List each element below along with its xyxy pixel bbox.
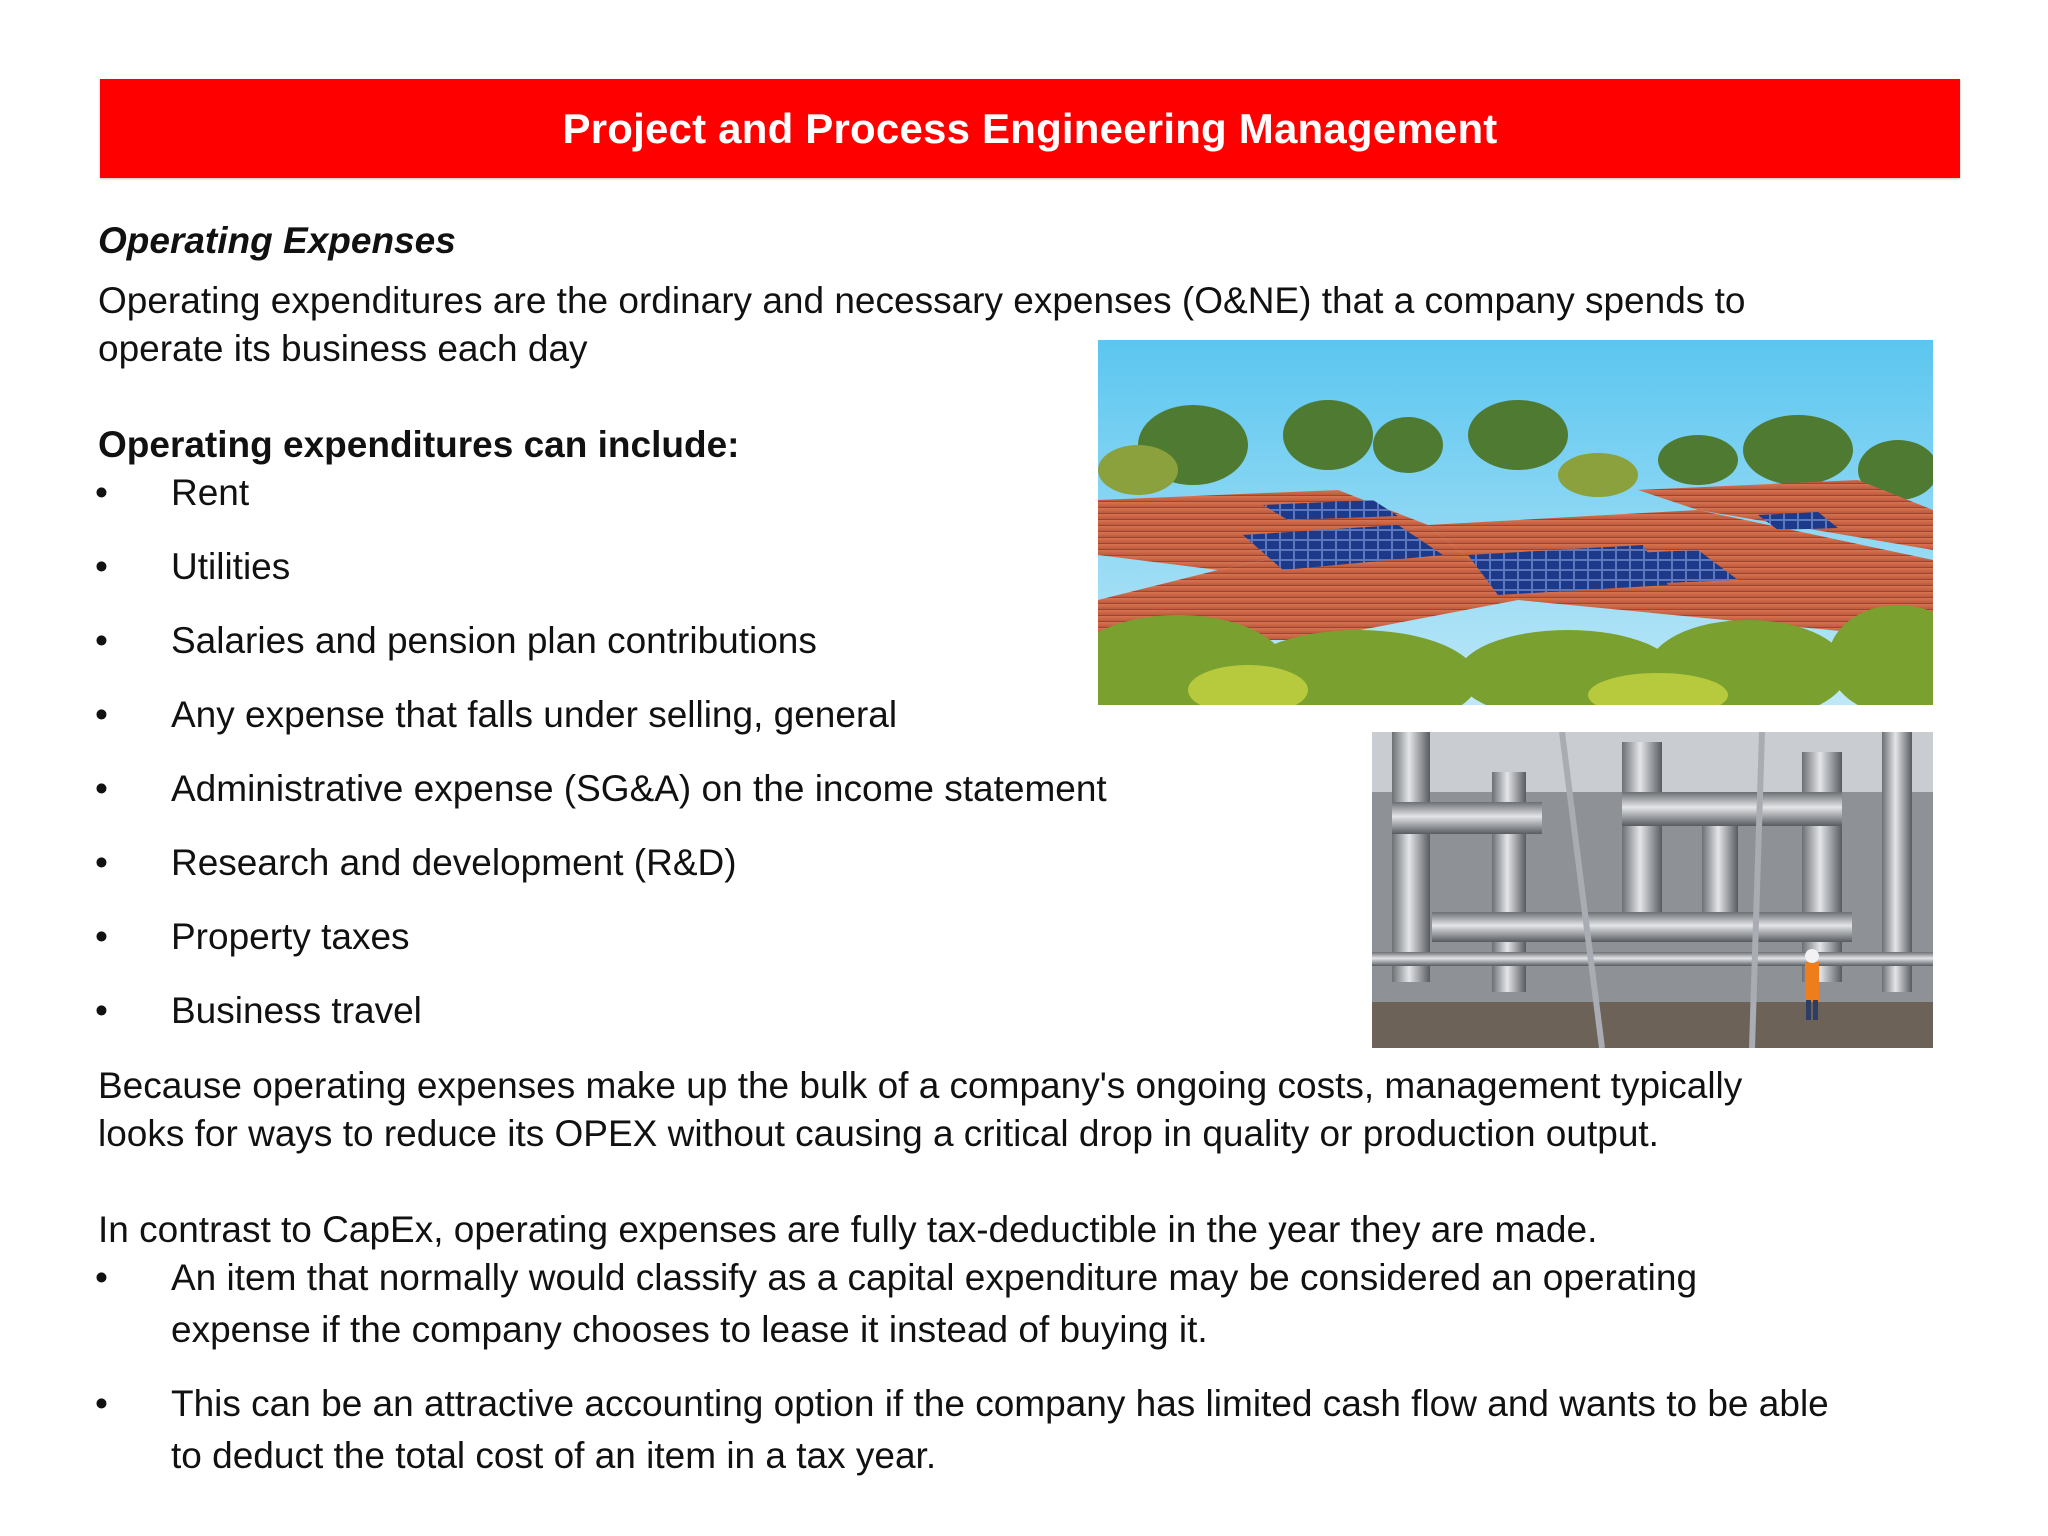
list-item-text: Business travel	[171, 990, 422, 1031]
list-heading: Operating expenditures can include:	[98, 424, 740, 465]
list-item-text: Any expense that falls under selling, general	[171, 694, 898, 735]
bullet-icon: •	[95, 990, 108, 1031]
bullet-icon: •	[95, 694, 108, 735]
paragraph-line: looks for ways to reduce its OPEX without causing a critical drop in quality or production output.	[98, 1113, 1659, 1154]
note-line: expense if the company chooses to lease it instead of buying it.	[171, 1309, 1208, 1350]
paragraph-line: In contrast to CapEx, operating expenses are fully tax-deductible in the year they are made.	[98, 1209, 1598, 1250]
section-heading: Operating Expenses	[98, 220, 456, 261]
note-line: An item that normally would classify as a capital expenditure may be considered an operating	[171, 1257, 1698, 1298]
intro-line-1: Operating expenditures are the ordinary and necessary expenses (O&NE) that a company spends to	[98, 280, 1746, 321]
list-item-text: Rent	[171, 472, 250, 513]
bullet-icon: •	[95, 842, 108, 883]
bullet-icon: •	[95, 768, 108, 809]
list-item-text: Administrative expense (SG&A) on the income statement	[171, 768, 1107, 809]
bullet-icon: •	[95, 916, 108, 957]
bullet-icon: •	[95, 1383, 108, 1424]
slide-title: Project and Process Engineering Management	[562, 104, 1498, 152]
title-banner	[100, 79, 1960, 178]
bullet-icon: •	[95, 472, 108, 513]
note-line: This can be an attractive accounting option if the company has limited cash flow and wants to be able	[171, 1383, 1829, 1424]
list-item-text: Research and development (R&D)	[171, 842, 737, 883]
solar-roofs-photo	[1098, 340, 1933, 705]
list-item-text: Utilities	[171, 546, 291, 587]
paragraph-line: Because operating expenses make up the bulk of a company's ongoing costs, management typically	[98, 1065, 1743, 1106]
intro-line-2: operate its business each day	[98, 328, 588, 369]
bullet-icon: •	[95, 1257, 108, 1298]
note-line: to deduct the total cost of an item in a tax year.	[171, 1435, 937, 1476]
industrial-pipes-photo	[1372, 732, 1933, 1048]
bullet-icon: •	[95, 546, 108, 587]
list-item-text: Property taxes	[171, 916, 410, 957]
list-item-text: Salaries and pension plan contributions	[171, 620, 817, 661]
bullet-icon: •	[95, 620, 108, 661]
